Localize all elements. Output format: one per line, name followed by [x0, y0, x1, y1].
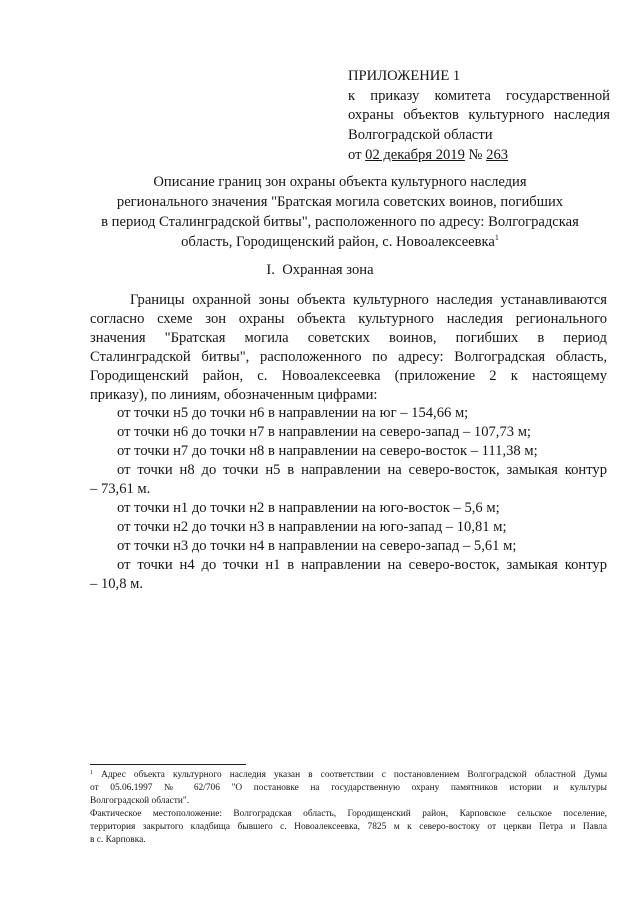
- boundary-segment: от точки н5 до точки н6 в направлении на юг – 154,66 м;: [117, 405, 469, 422]
- appendix-heading: ПРИЛОЖЕНИЕ 1: [348, 68, 461, 84]
- boundary-segment: от точки н7 до точки н8 в направлении на северо-восток – 111,38 м;: [117, 443, 538, 460]
- footnotes: [90, 769, 607, 846]
- document-title: [70, 172, 610, 252]
- footnote-line: [90, 769, 607, 782]
- boundary-segment-continuation: – 73,61 м.: [90, 481, 151, 498]
- appendix-date-line: [348, 146, 610, 166]
- footnote-line: территория закрытого кладбища бывшего с. Новоалексеевка, 7825 м к северо-востоку от церкви Петра и Павла: [90, 821, 607, 832]
- footnote-divider: [90, 764, 246, 765]
- order-number: 263: [486, 146, 509, 163]
- title-line: регионального значения "Братская могила советских воинов, погибших: [116, 194, 564, 210]
- paragraph-line: значения "Братская могила советских воинов, погибших в период: [90, 329, 607, 346]
- footnote-line: в с. Карповка.: [90, 834, 146, 845]
- title-line: в период Сталинградской битвы", расположенного по адресу: Волгоградская: [101, 214, 579, 230]
- date-prefix: от: [348, 146, 366, 163]
- paragraph-line: приказу), по линиям, обозначенным цифрами:: [90, 386, 378, 403]
- title-line: [70, 232, 610, 252]
- paragraph-line: Границы охранной зоны объекта культурного наследия устанавливаются: [130, 292, 607, 308]
- body-text: [90, 291, 607, 594]
- boundary-segment: от точки н8 до точки н5 в направлении на северо-восток, замыкая контур: [117, 462, 607, 479]
- boundary-segment: от точки н4 до точки н1 в направлении на северо-восток, замыкая контур: [117, 556, 607, 573]
- boundary-segment-continuation: – 10,8 м.: [90, 575, 144, 592]
- footnote-reference: 1: [494, 233, 499, 242]
- footnote-line: от 05.06.1997 № 62/706 "О постановке на государственную охрану памятников истории и культуры: [90, 782, 607, 793]
- number-sign: №: [464, 146, 487, 163]
- appendix-line-2: охраны объектов культурного наследия: [348, 107, 610, 124]
- order-date: 02 декабря 2019: [365, 146, 465, 163]
- footnote-text: Адрес объекта культурного наследия указан в соответствии с постановлением Волгоградской областной Думы: [93, 770, 607, 780]
- boundary-segment: от точки н3 до точки н4 в направлении на северо-запад – 5,61 м;: [117, 537, 517, 554]
- footnote-mark: 1: [90, 770, 93, 776]
- appendix-line-1: к приказу комитета государственной: [348, 87, 610, 104]
- footnote-line: Волгоградской области".: [90, 795, 190, 806]
- appendix-line-3: Волгоградской области: [348, 127, 493, 144]
- title-line-text: область, Городищенский район, с. Новоалексеевка: [181, 234, 495, 250]
- paragraph-line: Сталинградской битвы", расположенного по адресу: Волгоградская область,: [90, 348, 607, 365]
- boundary-segment: от точки н2 до точки н3 в направлении на юго-запад – 10,81 м;: [117, 518, 507, 535]
- footnote-line: Фактическое местоположение: Волгоградская область, Городищенский район, Карповское сельское поселение,: [90, 808, 607, 819]
- paragraph-line: Городищенский район, с. Новоалексеевка (приложение 2 к настоящему: [90, 367, 607, 384]
- boundary-segment: от точки н6 до точки н7 в направлении на северо-запад – 107,73 м;: [117, 424, 531, 441]
- paragraph-line: согласно схеме зон охраны объекта культурного наследия регионального: [90, 310, 607, 327]
- section-heading: I. Охранная зона: [266, 262, 374, 278]
- title-line: Описание границ зон охраны объекта культурного наследия: [153, 174, 527, 190]
- appendix-header: [348, 67, 610, 166]
- boundary-segment: от точки н1 до точки н2 в направлении на юго-восток – 5,6 м;: [117, 499, 500, 516]
